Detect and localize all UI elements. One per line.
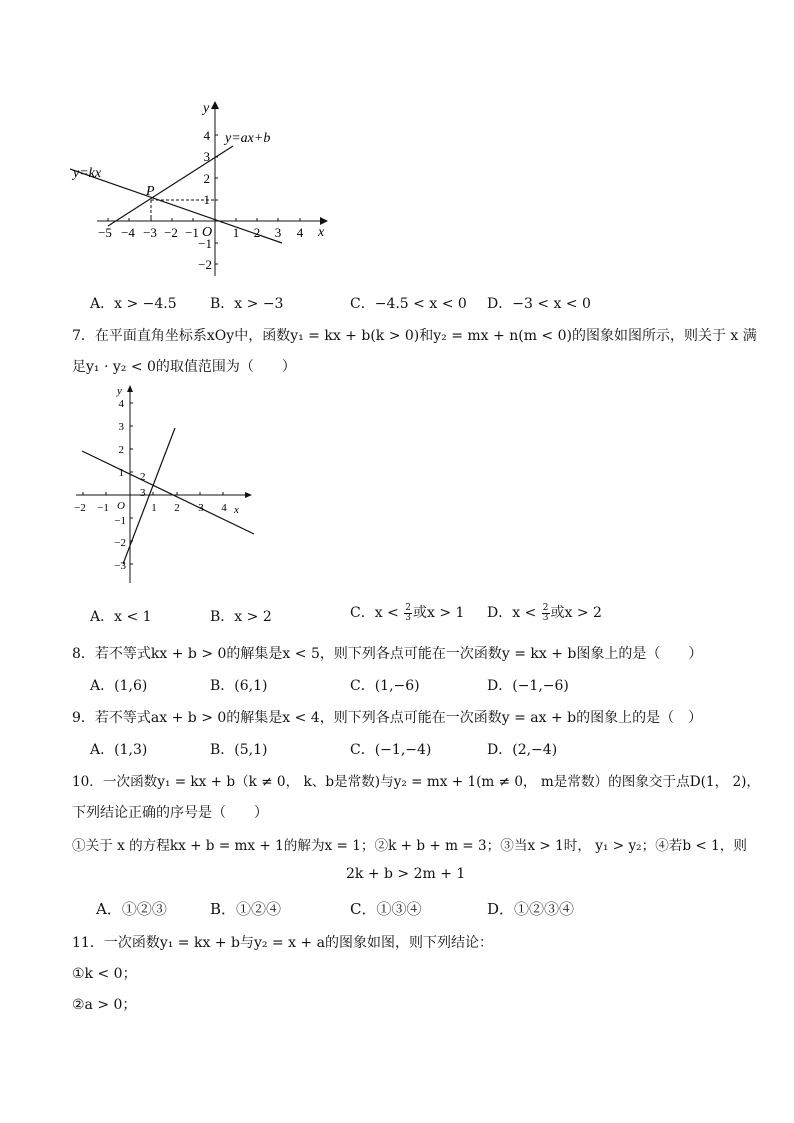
fig1-line2-label: y=kx <box>73 166 102 181</box>
q6-option-c[interactable]: C．−4.5 < x < 0 <box>350 296 467 312</box>
fig2-label-3: 3 <box>140 487 146 499</box>
q7-stem-line1: 7．在平面直角坐标系xOy中，函数y₁ = kx + b(k > 0)和y₂ = mx + n(m < 0)的图象如图所示，则关于 x 满 <box>72 328 757 344</box>
fig1-xtick: −4 <box>121 225 135 240</box>
fig1-ytick: −2 <box>198 257 212 272</box>
fig1-ytick: 3 <box>203 149 210 164</box>
q8-option-d[interactable]: D．(−1,−6) <box>487 678 569 694</box>
fig1-xtick: 4 <box>296 225 304 240</box>
fig1-y-axis-label: y <box>203 101 210 116</box>
fig2-ytick: 2 <box>118 444 124 456</box>
q7-option-a[interactable]: A．x < 1 <box>90 609 152 625</box>
fig1-xtick: −1 <box>185 225 199 240</box>
q6-option-b[interactable]: B．x > −3 <box>210 296 284 312</box>
fraction: $\frac{2}{3}$ <box>542 602 549 623</box>
figure-1-graph <box>70 98 340 278</box>
q7-option-d[interactable]: D．x < $\frac{2}{3}$ 或x > 2 <box>487 602 602 623</box>
line-y2 <box>82 451 254 534</box>
line-y1 <box>123 428 175 564</box>
q9-option-b[interactable]: B．(5,1) <box>210 742 268 758</box>
q10-stem-line2: 下列结论正确的序号是（ ） <box>72 805 268 821</box>
q10-option-b[interactable]: B．①②④ <box>210 900 282 918</box>
fig2-ytick: −1 <box>114 515 126 527</box>
q8-stem: 8．若不等式kx + b > 0的解集是x < 5，则下列各点可能在一次函数y = kx + b图象上的是（ ） <box>72 646 703 662</box>
fig2-xtick: −1 <box>97 502 109 514</box>
fraction: $\frac{2}{3}$ <box>405 602 411 623</box>
q6-option-d[interactable]: D．−3 < x < 0 <box>487 296 591 312</box>
fig1-x-axis-label: x <box>318 225 325 240</box>
fig1-ytick: −1 <box>198 236 212 251</box>
q9-option-d[interactable]: D．(2,−4) <box>487 742 558 758</box>
fig1-ytick: 2 <box>203 171 210 186</box>
fig1-xtick: 3 <box>274 225 282 240</box>
fig1-origin-label: O <box>202 225 213 240</box>
fig1-ytick: 4 <box>203 128 210 143</box>
fig1-line1-label: y=ax+b <box>225 131 271 146</box>
q8-option-b[interactable]: B．(6,1) <box>210 678 268 694</box>
fig2-xtick: 1 <box>151 502 157 514</box>
q9-option-c[interactable]: C．(−1,−4) <box>350 742 432 758</box>
q11-item-2: ②a > 0； <box>72 997 137 1013</box>
fig2-x-axis-label: x <box>234 504 239 516</box>
q7-option-c[interactable]: C．x < $\frac{2}{3}$ 或x > 1 <box>350 602 465 623</box>
q10-option-a[interactable]: A．①②③ <box>96 900 167 918</box>
fig1-xtick: 2 <box>253 225 261 240</box>
fig2-ytick: −2 <box>114 537 126 549</box>
q8-option-a[interactable]: A．(1,6) <box>90 678 148 694</box>
fig1-point-label: P <box>146 184 155 199</box>
q7-option-b[interactable]: B．x > 2 <box>210 609 272 625</box>
q9-option-a[interactable]: A．(1,3) <box>90 742 148 758</box>
fig1-xtick: −2 <box>164 225 178 240</box>
fig2-origin-label: O <box>117 500 125 512</box>
fig2-xtick: 2 <box>174 502 180 514</box>
fig2-xtick: 4 <box>221 502 227 514</box>
fig2-xtick: 3 <box>198 502 204 514</box>
figure-2-graph <box>70 383 260 588</box>
q11-stem: 11．一次函数y₁ = kx + b与y₂ = x + a的图象如图，则下列结论： <box>72 935 493 951</box>
line-y-ax-b <box>108 146 233 226</box>
q10-stem-line3: ①关于 x 的方程kx + b = mx + 1的解为x = 1；②k + b + m = 3；③当x > 1时， y₁ > y₂；④若b < 1，则 <box>72 838 747 854</box>
q10-option-c[interactable]: C．①③④ <box>350 900 422 918</box>
q7-stem-line2: 足y₁ · y₂ < 0的取值范围为（ ） <box>72 359 296 375</box>
q10-stem-line1: 10．一次函数y₁ = kx + b（k ≠ 0， k、b是常数)与y₂ = mx + 1(m ≠ 0， m是常数）的图象交于点D(1， 2)， <box>72 774 761 790</box>
fig1-xtick: −3 <box>143 225 157 240</box>
fig2-ytick: 4 <box>118 398 124 410</box>
q11-item-1: ①k < 0； <box>72 966 137 982</box>
q6-option-a[interactable]: A．x > −4.5 <box>90 296 177 312</box>
fig1-xtick: −5 <box>98 225 112 240</box>
fig1-xtick: 1 <box>232 225 240 240</box>
fig2-ytick: 3 <box>118 421 124 433</box>
fig2-label-2: 2 <box>140 471 146 483</box>
fig2-ytick: 1 <box>118 467 124 479</box>
q10-stem-line4: 2k + b > 2m + 1 <box>346 866 466 882</box>
q8-option-c[interactable]: C．(1,−6) <box>350 678 420 694</box>
fig2-y-axis-label: y <box>117 385 122 397</box>
q10-option-d[interactable]: D．①②③④ <box>487 900 575 918</box>
fig2-xtick: −2 <box>74 502 86 514</box>
fig1-ytick: 1 <box>203 192 210 207</box>
q9-stem: 9．若不等式ax + b > 0的解集是x < 4，则下列各点可能在一次函数y = ax + b的图象上的是（ ） <box>72 710 703 726</box>
fig2-ytick: −3 <box>114 560 126 572</box>
